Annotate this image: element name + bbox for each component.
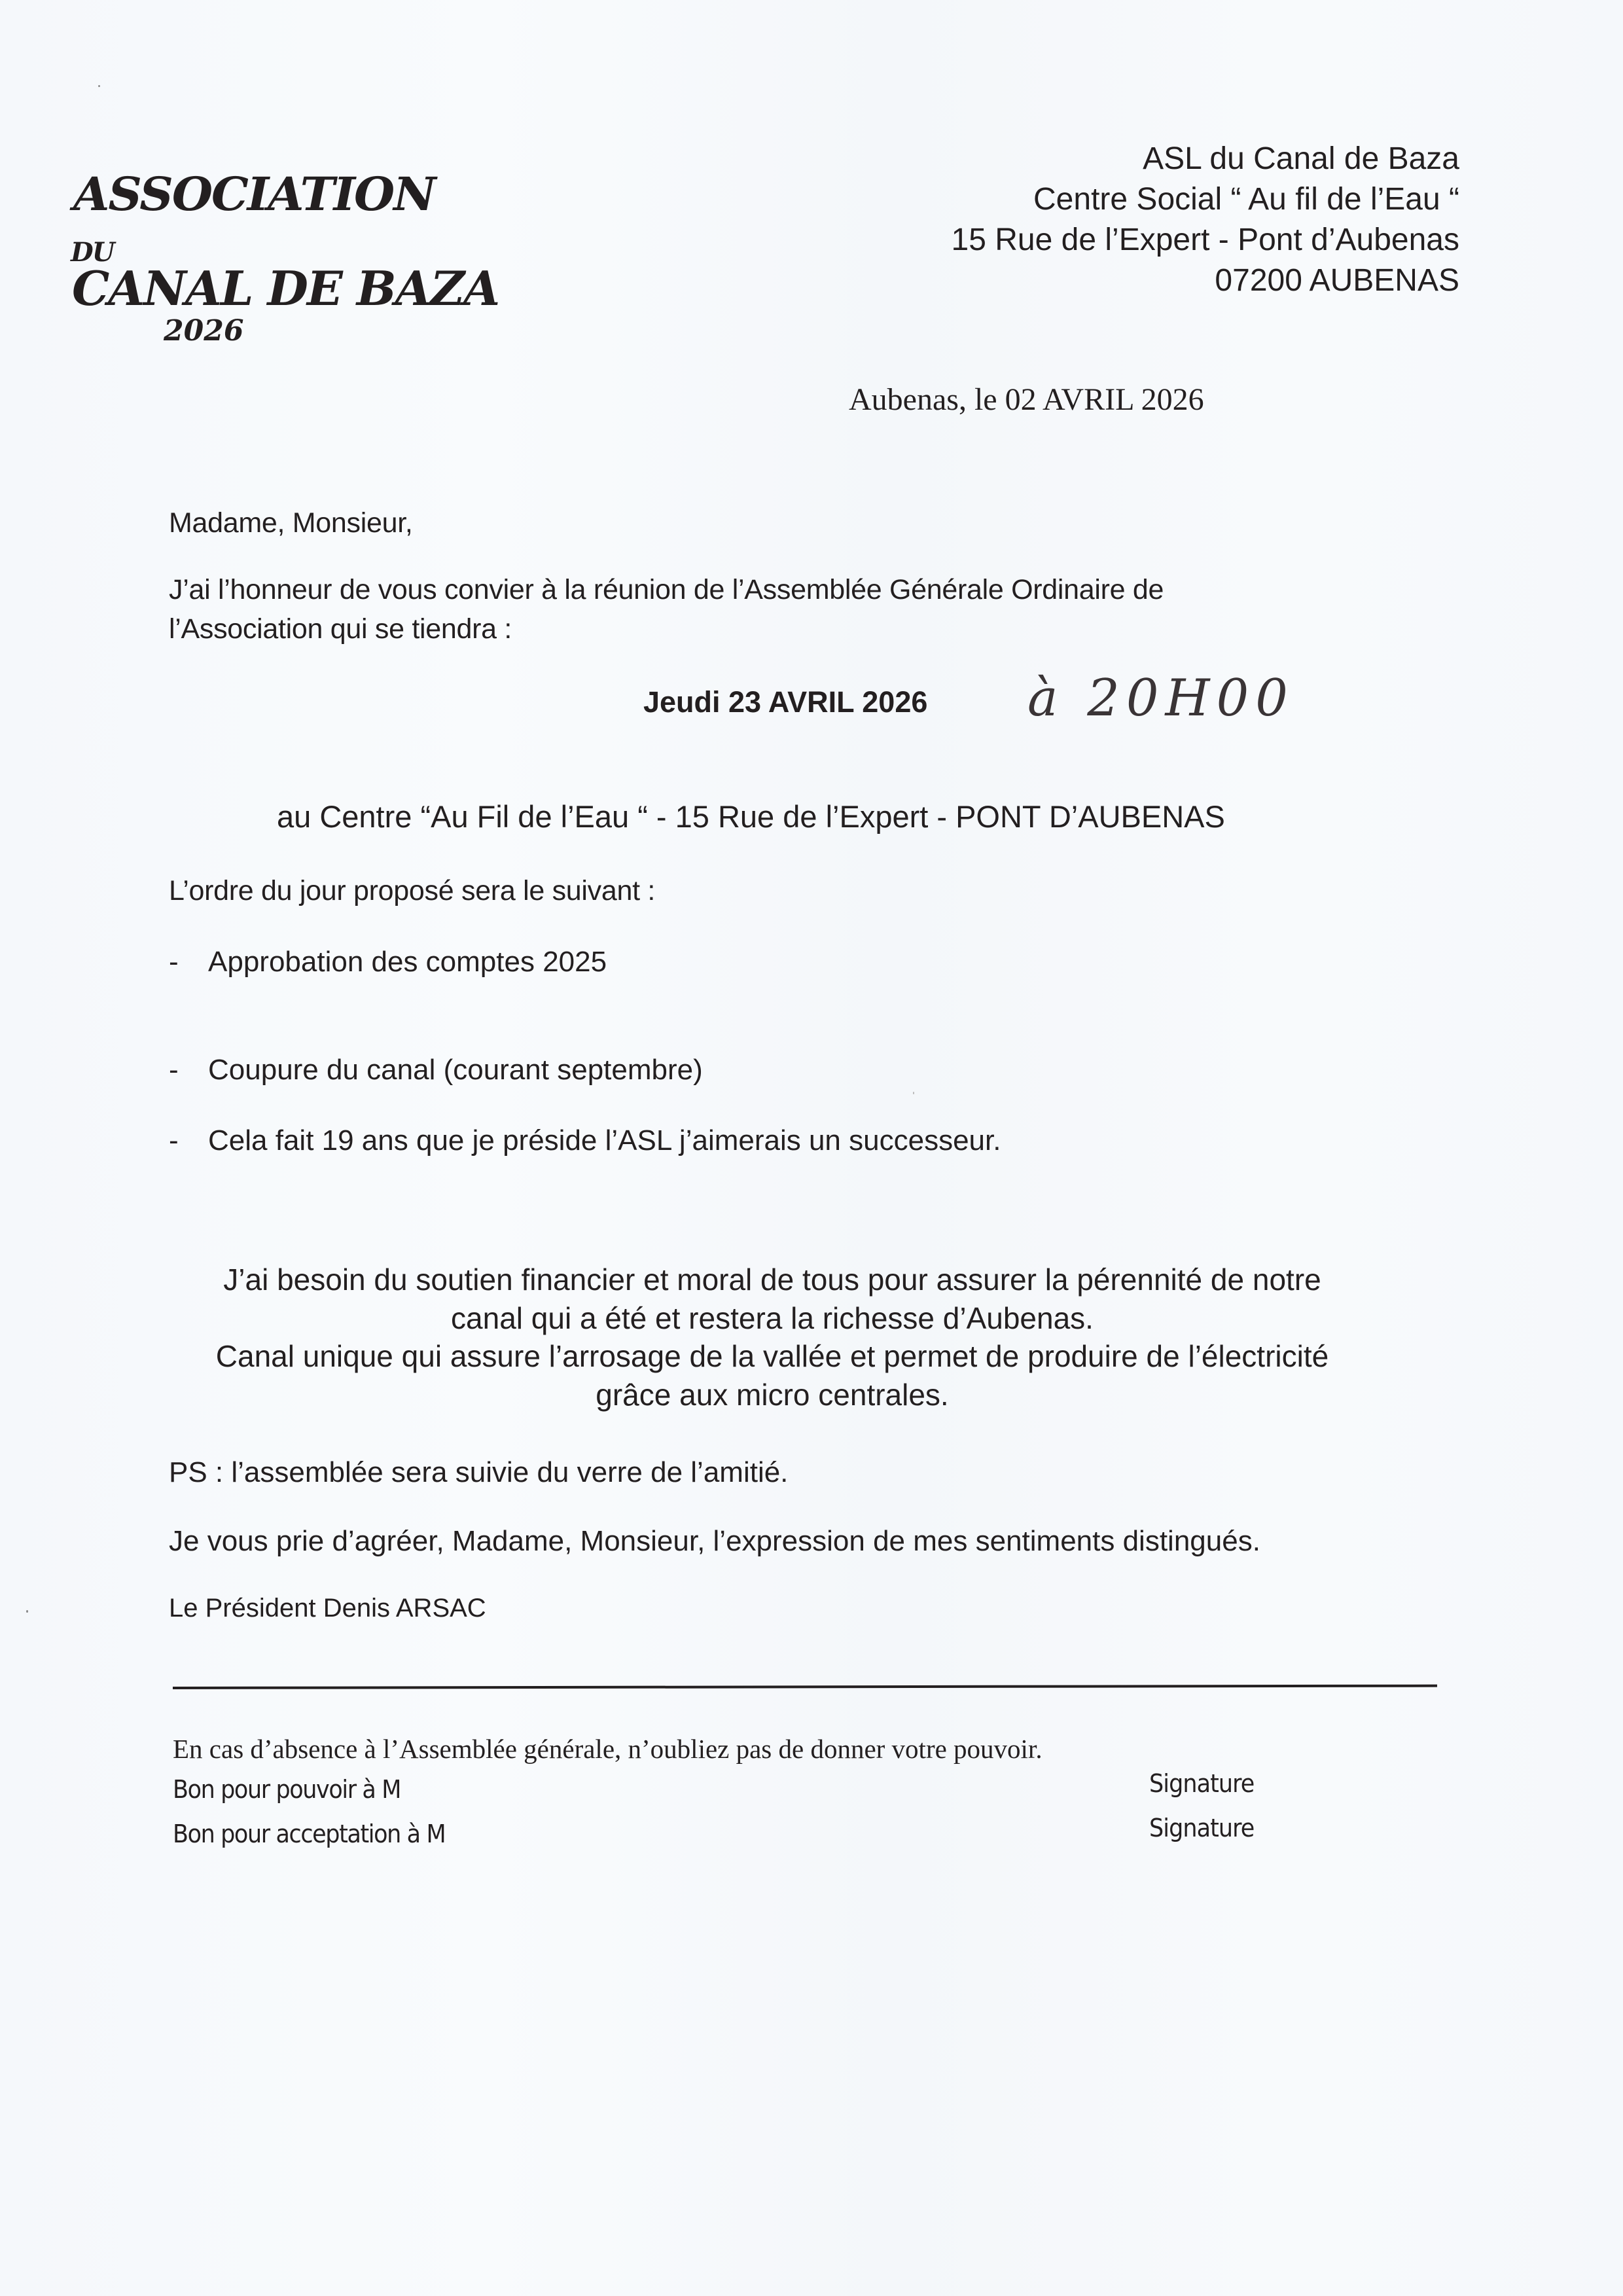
sender-address [952, 139, 1459, 301]
support-line-1: J’ai besoin du soutien financier et moral de tous pour assurer la pérennité de notre [223, 1263, 1321, 1297]
logo-association: ASSOCIATION [73, 167, 435, 221]
proxy-note: En cas d’absence à l’Assemblée générale, n’oubliez pas de donner votre pouvoir. [173, 1734, 1043, 1764]
meeting-date: Jeudi 23 AVRIL 2026 [643, 685, 928, 719]
agenda-item-text: Cela fait 19 ans que je préside l’ASL j’aimerais un successeur. [208, 1124, 1001, 1157]
sender-name: ASL du Canal de Baza [1143, 141, 1459, 176]
agenda-item [169, 1054, 703, 1086]
support-line-4: grâce aux micro centrales. [596, 1378, 949, 1412]
logo-du: DU [71, 237, 114, 268]
signature-label-acceptation: Signature [1149, 1814, 1255, 1842]
sender-street: 15 Rue de l’Expert - Pont d’Aubenas [951, 223, 1459, 257]
president-signoff: Le Président Denis ARSAC [169, 1594, 486, 1623]
agenda-item [169, 1124, 1001, 1157]
handwritten-meeting-time: à 20H00 [1027, 669, 1294, 728]
intro-line-2: l’Association qui se tiendra : [169, 613, 512, 645]
agenda-bullet: - [169, 1124, 179, 1157]
proxy-row-pouvoir: Bon pour pouvoir à M [173, 1775, 401, 1804]
section-divider [173, 1685, 1437, 1689]
scan-speck [26, 1610, 28, 1613]
support-line-3: Canal unique qui assure l’arrosage de la vallée et permet de produire de l’électricité [215, 1339, 1329, 1373]
scan-speck [913, 1092, 914, 1094]
agenda-item-text: Coupure du canal (courant septembre) [208, 1054, 703, 1086]
meeting-location: au Centre “Au Fil de l’Eau “ - 15 Rue de l’Expert - PONT D’AUBENAS [277, 799, 1225, 834]
logo-year: 2026 [164, 314, 244, 348]
salutation: Madame, Monsieur, [169, 507, 413, 539]
logo-canal-de-baza: CANAL DE BAZA [72, 260, 499, 316]
sender-centre: Centre Social “ Au fil de l’Eau “ [1033, 182, 1459, 217]
signature-label-pouvoir: Signature [1149, 1769, 1255, 1798]
sender-city: 07200 AUBENAS [1215, 263, 1459, 298]
closing-formula: Je vous prie d’agréer, Madame, Monsieur, l’expression de mes sentiments distingués. [169, 1525, 1260, 1557]
proxy-row-acceptation: Bon pour acceptation à M [173, 1820, 446, 1848]
scan-speck [98, 85, 100, 87]
agenda-bullet: - [169, 946, 179, 978]
letter-date: Aubenas, le 02 AVRIL 2026 [849, 382, 1204, 417]
support-line-2: canal qui a été et restera la richesse d’Aubenas. [451, 1301, 1094, 1335]
intro-line-1: J’ai l’honneur de vous convier à la réunion de l’Assemblée Générale Ordinaire de [169, 574, 1164, 605]
agenda-intro: L’ordre du jour proposé sera le suivant : [169, 875, 656, 906]
agenda-bullet: - [169, 1054, 179, 1086]
postscript: PS : l’assemblée sera suivie du verre de l’amitié. [169, 1456, 789, 1488]
agenda-item-text: Approbation des comptes 2025 [208, 946, 607, 978]
agenda-item [169, 946, 607, 978]
